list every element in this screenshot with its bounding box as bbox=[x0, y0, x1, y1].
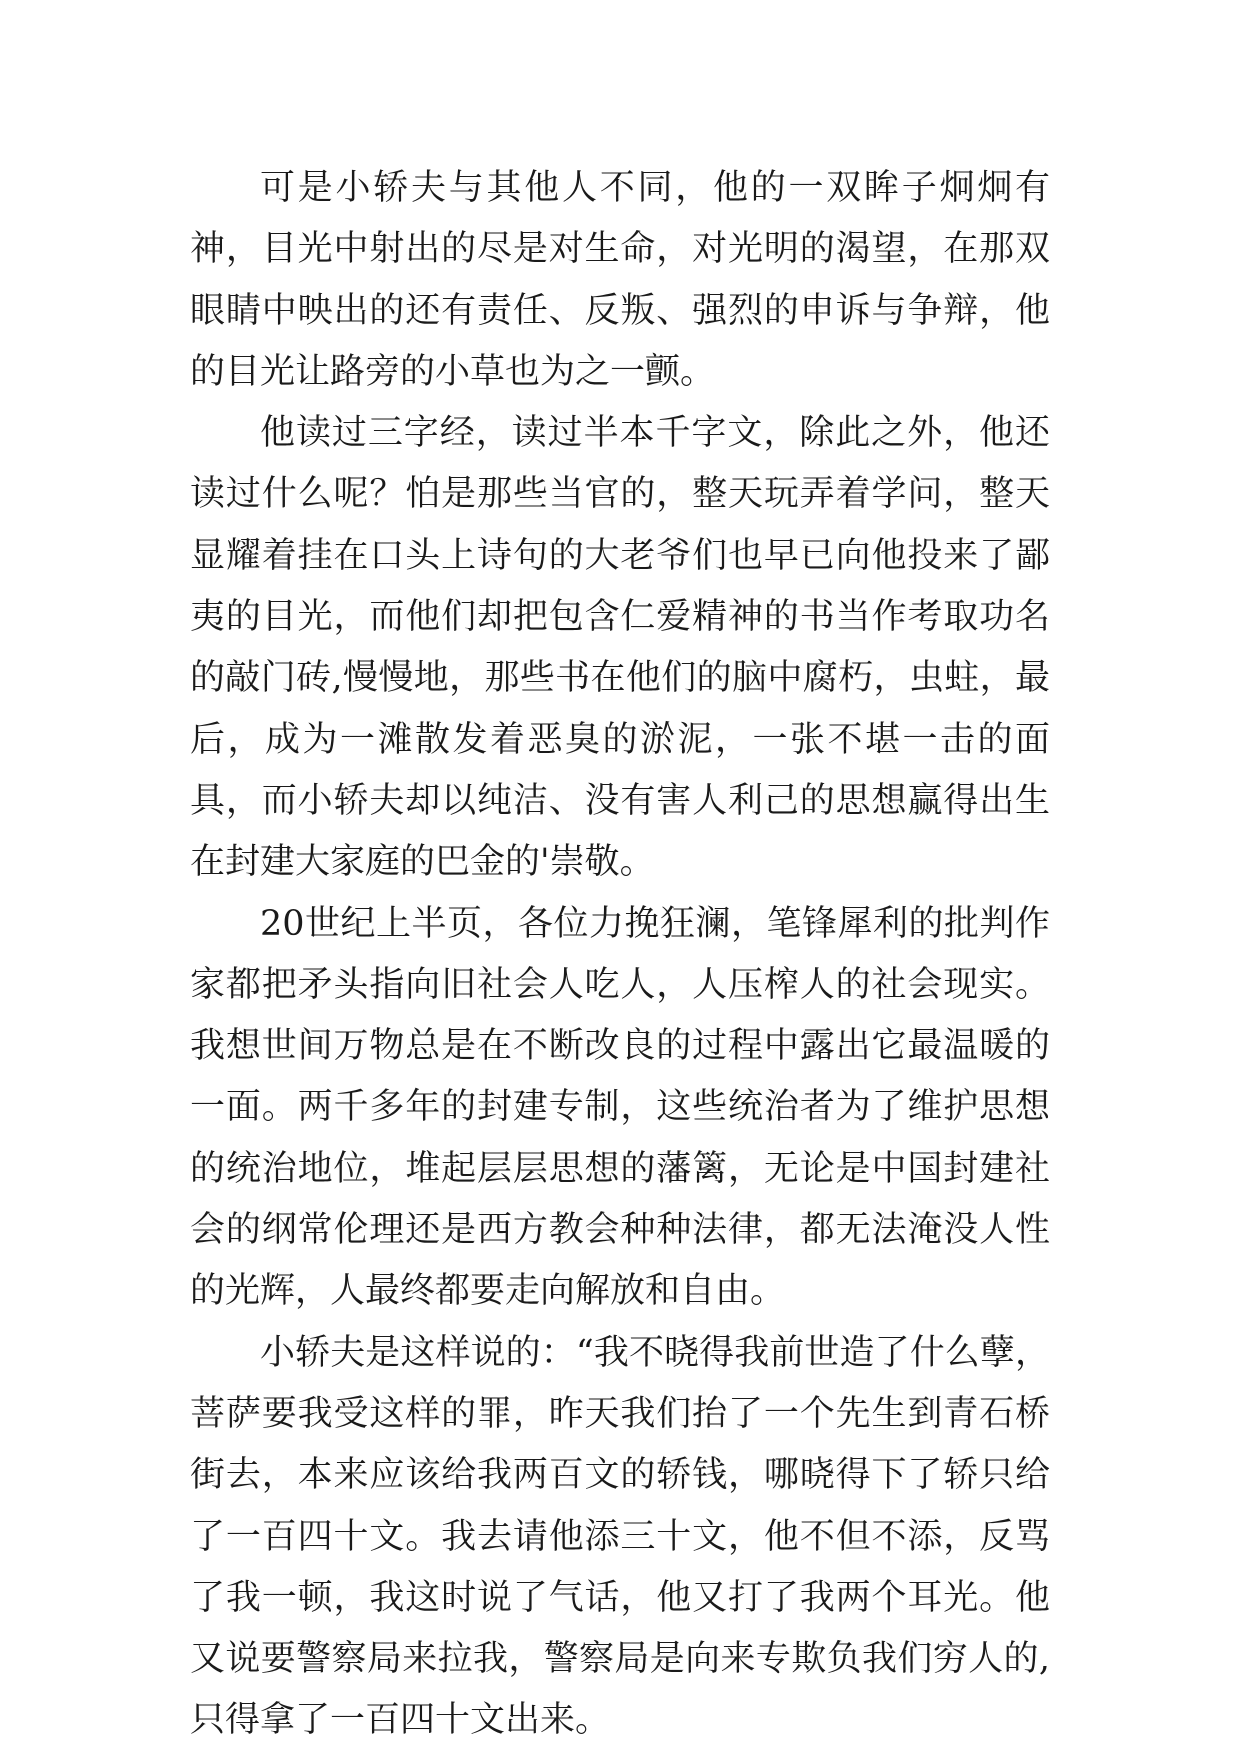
paragraph-1: 可是小轿夫与其他人不同，他的一双眸子炯炯有神，目光中射出的尽是对生命，对光明的渴望，在那双眼睛中映出的还有责任、反叛、强烈的申诉与争辩，他的目光让路旁的小草也为之一颤。 bbox=[190, 168, 1050, 392]
paragraph-2: 他读过三字经，读过半本千字文，除此之外，他还读过什么呢？怕是那些当官的，整天玩弄着学问，整天显耀着挂在口头上诗句的大老爷们也早已向他投来了鄙夷的目光，而他们却把包含仁爱精神的书当作考取功名的敲门砖,慢慢地，那些书在他们的脑中腐朽，虫蛀，最后，成为一滩散发着恶臭的淤泥，一张不堪一击的面具，而小轿夫却以纯洁、没有害人利己的思想赢得出生在封建大家庭的巴金的'崇敬。 bbox=[190, 413, 1050, 883]
paragraph-4: 小轿夫是这样说的：“我不晓得我前世造了什么孽，菩萨要我受这样的罪，昨天我们抬了一个先生到青石桥街去，本来应该给我两百文的轿钱，哪晓得下了轿只给了一百四十文。我去请他添三十文，他不但不添，反骂了我一顿，我这时说了气话，他又打了我两个耳光。他又说要警察局来拉我，警察局是向来专欺负我们穷人的,只得拿了一百四十文出来。 bbox=[190, 1332, 1050, 1741]
paragraph-3: 20世纪上半页，各位力挽狂澜，笔锋犀利的批判作家都把矛头指向旧社会人吃人，人压榨人的社会现实。我想世间万物总是在不断改良的过程中露出它最温暖的一面。两千多年的封建专制，这些统治者为了维护思想的统治地位，堆起层层思想的藩篱，无论是中国封建社会的纲常伦理还是西方教会种种法律，都无法淹没人性的光辉，人最终都要走向解放和自由。 bbox=[190, 903, 1050, 1312]
body-text bbox=[190, 158, 1050, 1752]
